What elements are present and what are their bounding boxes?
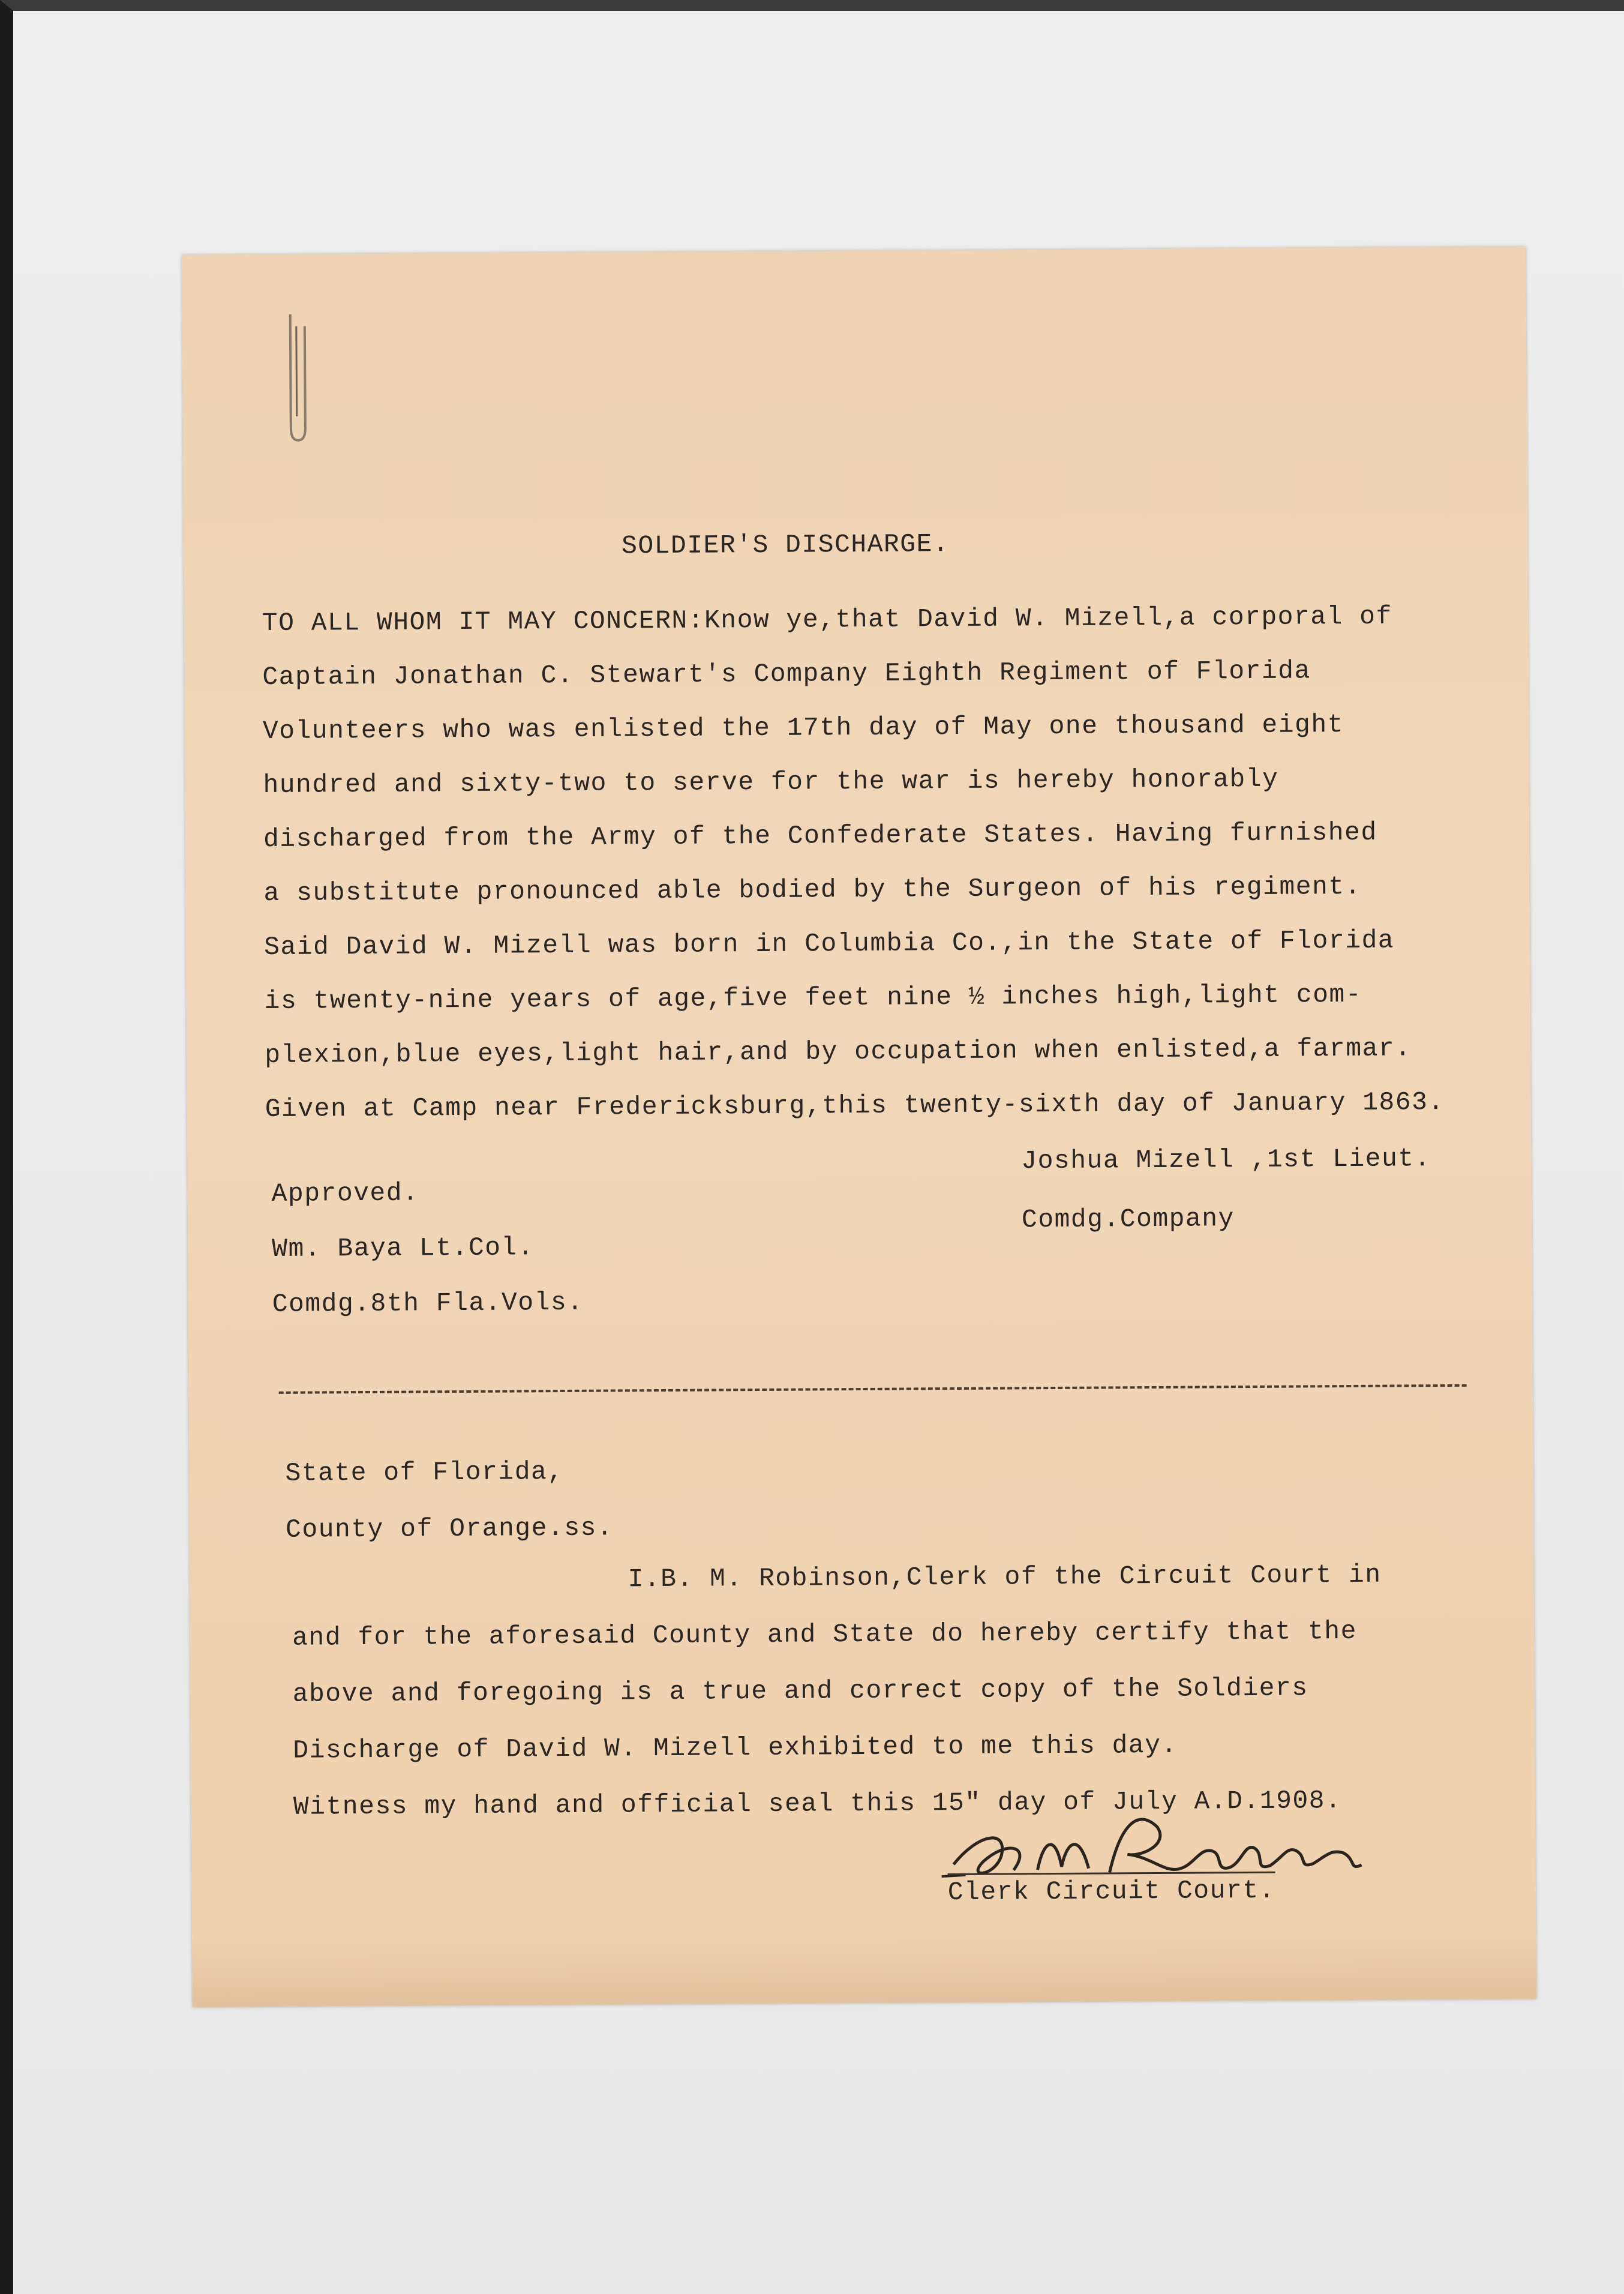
- approval-block: [271, 1165, 583, 1332]
- approved-label: Approved.: [271, 1178, 419, 1209]
- body-line: a substitute pronounced able bodied by the Surgeon of his regiment.: [263, 871, 1362, 908]
- document-title: SOLDIER'S DISCHARGE.: [621, 529, 950, 561]
- commander-name: Joshua Mizell ,1st Lieut.: [1021, 1144, 1431, 1176]
- discharge-body: [262, 589, 1445, 1136]
- document-paper: [182, 247, 1536, 2007]
- body-line: Captain Jonathan C. Stewart's Company Eighth Regiment of Florida: [262, 656, 1311, 692]
- cert-line: above and foregoing is a true and correct copy of the Soldiers: [292, 1673, 1308, 1709]
- body-line: is twenty-nine years of age,five feet nine ½ inches high,light com-: [264, 979, 1362, 1016]
- certificate-heading: [285, 1444, 613, 1558]
- county-line: County of Orange.ss.: [285, 1513, 614, 1545]
- certificate-body: [292, 1547, 1383, 1836]
- body-line: discharged from the Army of the Confederate States. Having furnished: [263, 817, 1377, 854]
- dashed-divider: [279, 1384, 1467, 1394]
- signature-label: Clerk Circuit Court.: [948, 1872, 1275, 1907]
- company-commander-signature: [1021, 1129, 1431, 1249]
- cert-line: Discharge of David W. Mizell exhibited to me this day.: [293, 1730, 1178, 1765]
- state-line: State of Florida,: [285, 1457, 564, 1488]
- body-line: TO ALL WHOM IT MAY CONCERN:Know ye,that David W. Mizell,a corporal of: [262, 601, 1392, 638]
- body-line: Said David W. Mizell was born in Columbia Co.,in the State of Florida: [264, 925, 1395, 962]
- cert-line: I.B. M. Robinson,Clerk of the Circuit Court in: [628, 1560, 1382, 1594]
- commander-role: Comdg.Company: [1021, 1204, 1235, 1235]
- body-line: Volunteers who was enlisted the 17th day of May one thousand eight: [262, 710, 1344, 746]
- body-line: Given at Camp near Fredericksburg,this twenty-sixth day of January 1863.: [265, 1087, 1445, 1124]
- cert-line: Witness my hand and official seal this 15" day of July A.D.1908.: [293, 1786, 1342, 1822]
- approver-role: Comdg.8th Fla.Vols.: [272, 1287, 584, 1319]
- approver-name: Wm. Baya Lt.Col.: [272, 1233, 535, 1264]
- cert-line: and for the aforesaid County and State do hereby certify that the: [292, 1616, 1358, 1653]
- body-line: plexion,blue eyes,light hair,and by occupation when enlisted,a farmar.: [265, 1033, 1412, 1070]
- paperclip-mark-icon: [278, 308, 315, 446]
- body-line: hundred and sixty-two to serve for the war is hereby honorably: [263, 764, 1279, 800]
